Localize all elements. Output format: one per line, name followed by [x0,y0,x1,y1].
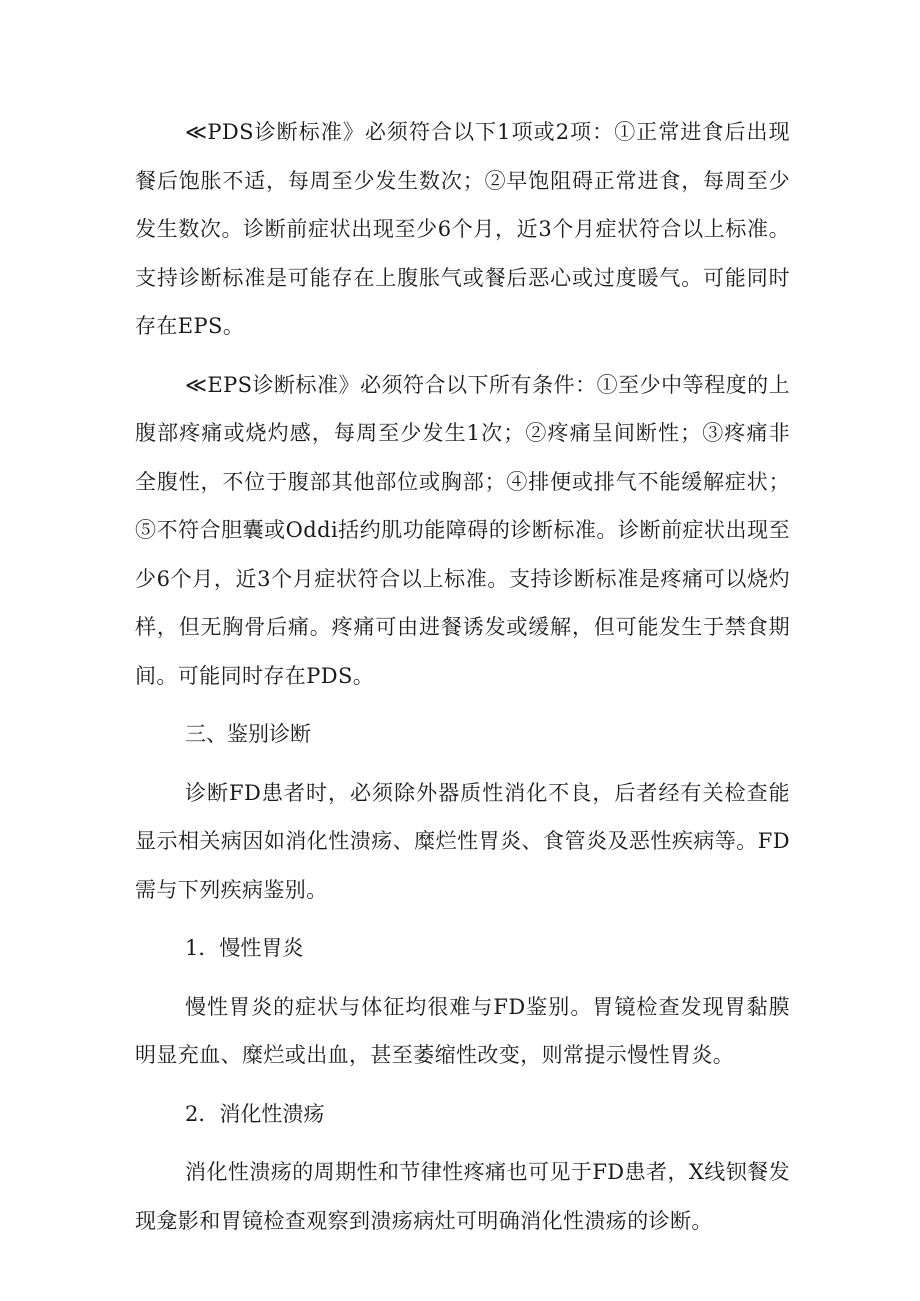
document-body [135,108,790,1255]
subheading-chronic-gastritis: 1．慢性胃炎 [185,936,304,960]
paragraph-eps-criteria: ≪EPS诊断标准》必须符合以下所有条件：①至少中等程度的上腹部疼痛或烧灼感，每周至少发生1次；②疼痛呈间断性；③疼痛非全腹性，不位于腹部其他部位或胸部；④排便或排气不能缓解症状；⑤不符合胆囊或Oddi括约肌功能障碍的诊断标准。诊断前症状出现至少6个月，近3个月症状符合以上标准。支持诊断标准是疼痛可以烧灼样，但无胸骨后痛。疼痛可由进餐诱发或缓解，但可能发生于禁食期间。可能同时存在PDS。 [135,372,790,688]
section-heading-differential-diagnosis: 三、鉴别诊断 [185,722,311,746]
paragraph-pds-criteria: ≪PDS诊断标准》必须符合以下1项或2项：①正常进食后出现餐后饱胀不适，每周至少发生数次；②早饱阻碍正常进食，每周至少发生数次。诊断前症状出现至少6个月，近3个月症状符合以上标准。支持诊断标准是可能存在上腹胀气或餐后恶心或过度暖气。可能同时存在EPS。 [135,120,790,338]
paragraph-peptic-ulcer: 消化性溃疡的周期性和节律性疼痛也可见于FD患者，X线钡餐发现龛影和胃镜检查观察到溃疡病灶可明确消化性溃疡的诊断。 [135,1160,790,1233]
paragraph-chronic-gastritis: 慢性胃炎的症状与体征均很难与FD鉴别。胃镜检查发现胃黏膜明显充血、糜烂或出血，甚至萎缩性改变，则常提示慢性胃炎。 [135,994,790,1067]
subheading-peptic-ulcer: 2．消化性溃疡 [185,1101,325,1126]
paragraph-differential-intro: 诊断FD患者时，必须除外器质性消化不良，后者经有关检查能显示相关病因如消化性溃疡、糜烂性胃炎、食管炎及恶性疾病等。FD需与下列疾病鉴别。 [135,780,790,902]
